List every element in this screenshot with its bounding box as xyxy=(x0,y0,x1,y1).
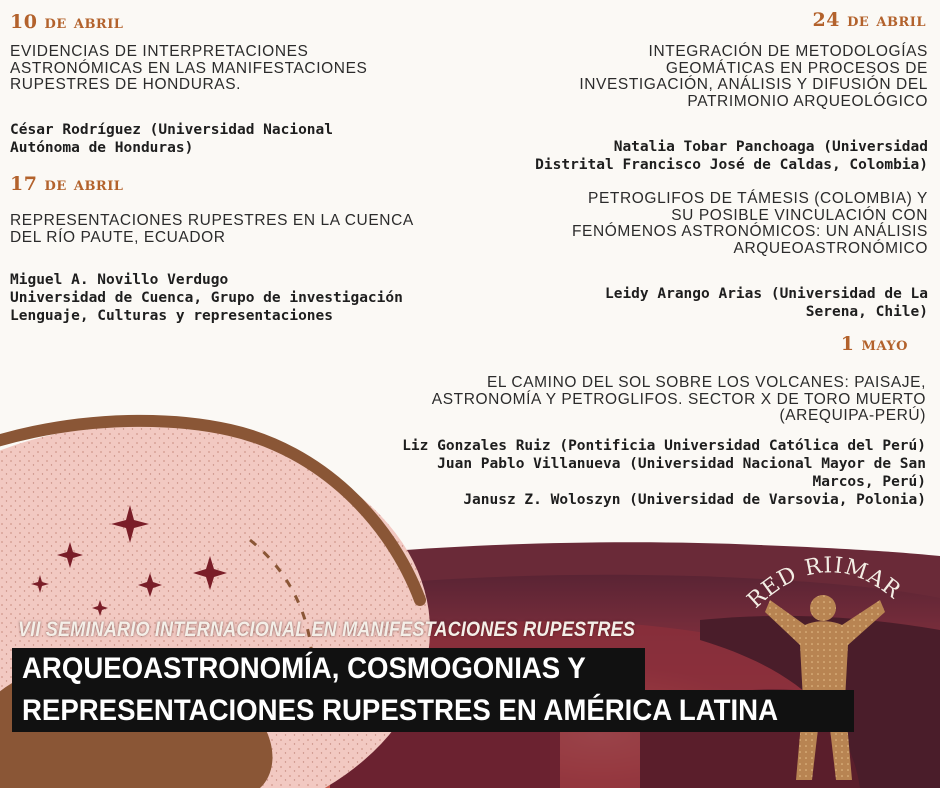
talk-title-honduras xyxy=(10,44,367,94)
title-line: (AREQUIPA-PERÚ) xyxy=(779,407,926,424)
date-17-abril: 17 de abril xyxy=(10,173,124,195)
title-line: ASTRONOMÍA Y PETROGLIFOS. SECTOR X DE TORO MUERTO xyxy=(431,390,926,408)
title-line: GEOMÁTICAS EN PROCESOS DE xyxy=(665,59,928,77)
talk-title-paute xyxy=(10,213,414,246)
author-line: Serena, Chile) xyxy=(805,304,928,320)
title-line: EVIDENCIAS DE INTERPRETACIONES xyxy=(10,43,309,60)
title-line: ASTRONÓMICAS EN LAS MANIFESTACIONES xyxy=(10,59,368,77)
logo-text: RED RIIMAR xyxy=(742,553,906,614)
title-line: DEL RÍO PAUTE, ECUADOR xyxy=(10,228,226,246)
author-line: Liz Gonzales Ruiz (Pontificia Universidad Católica del Perú) xyxy=(402,438,926,454)
date-24-abril: 24 de abril xyxy=(812,9,926,31)
talk-title-camino-del-sol xyxy=(432,375,926,425)
title-line: PETROGLIFOS DE TÁMESIS (COLOMBIA) Y xyxy=(588,190,928,207)
author-line: Marcos, Perú) xyxy=(812,474,926,490)
svg-text:RED RIIMAR xyxy=(743,553,906,613)
talk-title-geomatica xyxy=(579,44,928,110)
speaker-leidy-arango xyxy=(605,285,928,321)
title-line: FENÓMENOS ASTRONÓMICOS: UN ANÁLISIS xyxy=(571,223,928,240)
author-line: Miguel A. Novillo Verdugo xyxy=(10,272,229,288)
speakers-camino-del-sol xyxy=(402,437,926,509)
date-10-abril: 10 de abril xyxy=(10,11,124,33)
speaker-natalia-tobar xyxy=(535,138,928,174)
title-line: INTEGRACIÓN DE METODOLOGÍAS xyxy=(648,43,928,60)
title-line: REPRESENTACIONES RUPESTRES EN LA CUENCA xyxy=(10,212,414,229)
speaker-cesar-rodriguez xyxy=(10,121,333,157)
banner-title-line-2 xyxy=(12,690,854,732)
speaker-miguel-novillo xyxy=(10,271,403,325)
banner-title-text: ARQUEOASTRONOMÍA, COSMOGONIAS Y xyxy=(22,652,586,685)
talk-title-tamesis xyxy=(572,191,928,257)
author-line: Juan Pablo Villanueva (Universidad Nacional Mayor de San xyxy=(437,456,926,472)
banner-title-text: REPRESENTACIONES RUPESTRES EN AMÉRICA LATINA xyxy=(22,694,778,727)
author-line: Universidad de Cuenca, Grupo de investigación xyxy=(10,290,403,306)
title-line: SU POSIBLE VINCULACIÓN CON xyxy=(671,206,928,224)
seminar-subtitle: VII SEMINARIO INTERNACIONAL EN MANIFESTACIONES RUPESTRES xyxy=(18,618,636,641)
title-line: ARQUEOASTRONÓMICO xyxy=(733,239,928,257)
title-line: RUPESTRES DE HONDURAS. xyxy=(10,76,242,93)
title-line: PATRIMONIO ARQUEOLÓGICO xyxy=(687,92,928,110)
title-line: EL CAMINO DEL SOL SOBRE LOS VOLCANES: PAISAJE, xyxy=(486,374,926,391)
author-line: Natalia Tobar Panchoaga (Universidad xyxy=(613,139,928,155)
author-line: Distrital Francisco José de Caldas, Colombia) xyxy=(535,157,928,173)
banner-title-line-1 xyxy=(12,648,645,690)
author-line: Autónoma de Honduras) xyxy=(10,140,194,156)
date-1-mayo: 1 mayo xyxy=(840,333,908,355)
author-line: Lenguaje, Culturas y representaciones xyxy=(10,308,334,324)
author-line: Leidy Arango Arias (Universidad de La xyxy=(604,286,928,302)
author-line: Janusz Z. Woloszyn (Universidad de Varsovia, Polonia) xyxy=(463,492,926,508)
author-line: César Rodríguez (Universidad Nacional xyxy=(10,122,334,138)
red-riimar-logo xyxy=(740,545,910,625)
title-line: INVESTIGACIÓN, ANÁLISIS Y DIFUSIÓN DEL xyxy=(579,76,928,93)
